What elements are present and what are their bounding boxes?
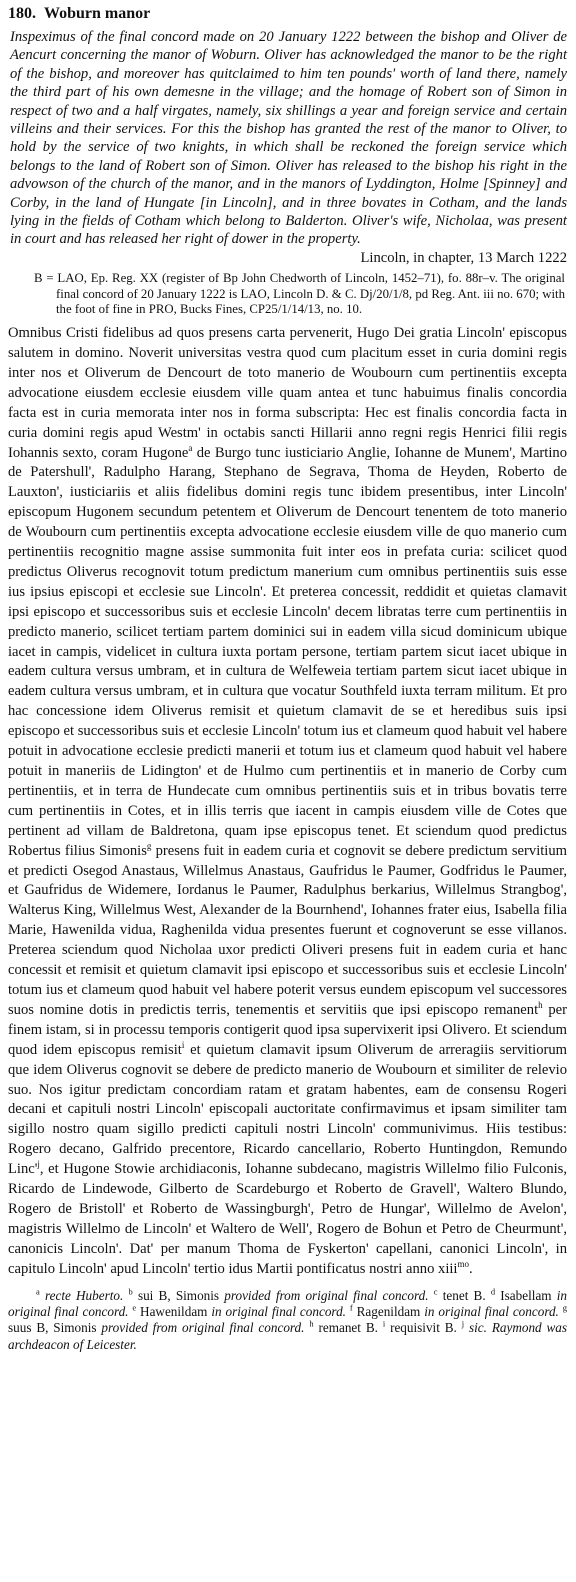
note-a-text: recte Huberto.: [39, 1287, 124, 1303]
note-c-text: tenet B.: [437, 1287, 486, 1303]
note-marker: h: [538, 1000, 543, 1011]
note-h-text: remanet B.: [313, 1320, 378, 1336]
charter-text-part: , et Hugone Stowie archidiaconis, Iohanne subdecano, magistris Willelmo filio Fulconis, Ricardo de Lindewode, Gilberto de Scardeburgo et Roberto de Gravell', Waltero Blundo, Rogero de Bristoll' et Roberto de Wassingburgh', Petro de Hungar', Willelmo de Avelon', magistris Willelmo de Lincoln' et Waltero de Well', Rogero de Bohun et Petro de Cheurmunt', canonicis Lincoln'. Dat' per manum Thoma de Fyskerton' capellani, canonici Lincoln', in capitulo Lincoln' apud Lincoln' tertio idus Martii pontificatus nostri anno xiii: [8, 1161, 567, 1277]
note-f-italic: in original final concord.: [424, 1303, 559, 1319]
note-e-text: Hawenildam: [136, 1303, 212, 1319]
note-g-italic: provided from original final concord.: [101, 1320, 305, 1336]
note-e-italic: in original final concord.: [211, 1303, 346, 1319]
note-marker: i: [181, 1039, 185, 1050]
source-note: B = LAO, Ep. Reg. XX (register of Bp John Chedworth of Lincoln, 1452–71), fo. 88r–v. The original final concord of 20 January 1222 is LAO, Lincoln D. & C. Dj/20/1/8, pd Reg. Ant. iii no. 670; with the foot of fine in PRO, Bucks Fines, CP25/1/14/13, no. 10.: [34, 271, 565, 317]
note-mark-e: e: [132, 1302, 137, 1313]
entry-heading: [8, 4, 567, 24]
note-mark-i: i: [382, 1318, 386, 1329]
note-marker: j: [37, 1159, 40, 1170]
charter-text-part: Omnibus Cristi fidelibus ad quos presens carta pervenerit, Hugo Dei gratia Lincoln' episcopus salutem in domino. Noverit universitas vestra quod cum placitum esset in curia domini regis inter nos et Oliverum de Dencourt de toto manerio de Woubourn cum pertinentiis excepta advocatione eiusdem ecclesie eiusdem ville quam antea et tunc habuimus finalis concordia facta est in curia memorata inter nos in forma subscripta: Hec est finalis concordia facta in curia domini regis apud Westm' in octabis sancti Hillarii anno regni regis Henrici filii regis Iohannis sexto, coram Hugone: [8, 325, 567, 461]
regnal-year-suffix: mo: [457, 1258, 469, 1269]
note-marker: g: [146, 840, 152, 851]
charter-text-part: et quietum clamavit ipsum Oliverum de arreragiis servitiorum que idem Oliverus cognovit se debere de predicto manerio de Woubourn et similiter de relevio suo. Nos igitur predictam concordiam ratam et gratam habentes, eam de consensu Rogeri decani et capituli nostri Lincoln' episcopali auctoritate confirmavimus et ipsam similiter tam sigillo nostro quam sigillo predicti capituli nostri Lincoln' communivimus. Hiis testibus: Rogero decano, Galfrido precentore, Ricardo cancellario, Roberto Huntingdon, Remundo Linc': [8, 1041, 568, 1178]
charter-text: [8, 324, 567, 1280]
note-mark-j: j: [461, 1318, 465, 1329]
note-i-text: requisivit B.: [385, 1320, 457, 1336]
note-d-text: Isabellam: [495, 1287, 557, 1303]
note-mark-h: h: [309, 1318, 314, 1329]
note-mark-g: g: [562, 1302, 567, 1313]
entry-title: Woburn manor: [44, 5, 151, 22]
note-b-italic: provided from original final concord.: [224, 1287, 429, 1303]
dateline: Lincoln, in chapter, 13 March 1222: [360, 249, 567, 266]
note-j-italic: sic. Raymond was archdeacon of Leicester.: [8, 1320, 568, 1352]
note-d-italic: in original final concord.: [8, 1287, 568, 1319]
charter-text-part: presens fuit in eadem curia et cognovit se debere predictum servitium et predicti Osegod Anastaus, Willelmus Anastaus, Gaufridus le Paumer, Godfridus le Paumer, et Gaufridus de Widemere, Iordanus le Paumer, Radulphus berkarius, Willelmus Strangbog', Walterus King, Willelmus West, Alexander de la Bournhend', Iohannes frater eius, Isabella filia Marie, Hawenilda vidua, Raghenilda vidua presentes fuerunt et cognoverunt se esse villanos. Preterea sciendum quod Nicholaa uxor predicti Oliveri presens fuit in eadem curia et hanc concessit et remisit et quietum clamavit ipsi episcopo et successoribus suis et ecclesie Lincoln' totum ius et clameum quod habuit vel habere poterit versus eundem episcopum vel successores suos nomine dotis in predictis terris, tenementis et servitiis que ipsi episcopo remanent: [8, 842, 568, 1018]
note-b-text: sui B, Simonis: [132, 1287, 225, 1303]
note-mark-b: b: [128, 1286, 133, 1297]
note-f-text: Ragenildam: [352, 1303, 425, 1319]
note-mark-d: d: [490, 1286, 496, 1297]
entry-number: 180.: [8, 5, 36, 22]
textual-notes: [8, 1288, 567, 1354]
note-mark-c: c: [433, 1286, 438, 1297]
abstract-paragraph: Inspeximus of the final concord made on 20 January 1222 between the bishop and Oliver de Aencurt concerning the manor of Woburn. Oliver has acknowledged the manor to be the right of the bishop, and moreover has quitclaimed to him ten pounds' worth of land there, namely the third part of his own demesne in the village; and the homage of Robert son of Simon in respect of two and a half virgates, namely, six shillings a year and foreign service and certain villeins and their services. For this the bishop has granted the rest of the manor to Oliver, to hold by the service of two knights, in which shall be reckoned the foreign service which belongs to the land of Robert son of Simon. Oliver has released to the bishop his right in the advowson of the church of the manor, and in the manors of Lyddington, Holme [Spinney] and Corby, in the land of Hungate [in Lincoln], and in three bovates in Cotham, and the lands lying in the fields of Cotham which belong to Balderton. Oliver's wife, Nicholaa, was present in court and has released her right of dower in the property.: [10, 29, 567, 248]
note-mark-f: f: [349, 1302, 353, 1313]
charter-text-part: .: [469, 1260, 473, 1277]
note-g-text: suus B, Simonis: [8, 1320, 102, 1336]
charter-text-part: per finem istam, si in processu temporis contigerit quod ipsa supervixerit ipsi Olivero. Et sciendum quod idem episcopus remisit: [8, 1001, 567, 1058]
note-mark-a: a: [36, 1286, 40, 1297]
note-marker: a: [188, 442, 193, 453]
charter-text-part: de Burgo tunc iusticiario Anglie, Iohanne de Munem', Martino de Patershull', Radulpho Harang, Stephano de Segrava, Thoma de Heyden, Roberto de Lauxton', iusticiariis et aliis fidelibus domini regis tunc ibidem presentibus, inter Lincoln' episcopum Hugonem secundum petentem et Oliverum de Dencourt tenentem de toto manerio de Woubourn cum pertinentiis excepta advocatione ecclesie eiusdem ville de quo manerio cum pertinentiis recognitio magne assise summonita fuit inter eos in prefata curia: scilicet quod predictus Oliverus recognovit totum predictum manerium cum omnibus pertinentiis suis esse ius ipsius episcopi et ecclesie sue Lincoln'. Et preterea concessit, reddidit et quietas clamavit ipsi episcopo et successoribus suis et ecclesie Lincoln' decem libratas terre cum pertinentiis in predicto manerio, scilicet tertiam partem dominici sui in eadem villa sicud dominicum ubique iacet in campis, videlicet in cultura iuxta portam persone, tertiam partem sicut iacet ubique in eadem cultura versus umbram, et in cultura de Welfeweia tertiam partem sicut iacet ubique in eadem cultura versus umbram, et in cultura que vocatur Southfeld iuxta terram militum. Et pro hac concessione idem Oliverus remisit et quietum clamavit de se et heredibus suis ipsi episcopo et successoribus suis et ecclesie Lincoln' totum ius et clameum quod habuit vel habere potuit in advocatione ecclesie predicti manerii et totum ius et clameum quod habuit vel habere potuit in maneriis de Lidington' et de Hulmo cum pertinentiis et in manerio de Corby cum pertinentiis, et in terra de Hundecate cum omnibus pertinentiis suis et in tribus bovatis terre cum pertinentiis in Cotes, et in illis terris que iacent in campis eiusdem ville de Cotes que pertinent ad villam de Baldretona, quam ipse episcopus tenet. Et sciendum quod predictus Robertus filius Simonis: [8, 444, 567, 859]
